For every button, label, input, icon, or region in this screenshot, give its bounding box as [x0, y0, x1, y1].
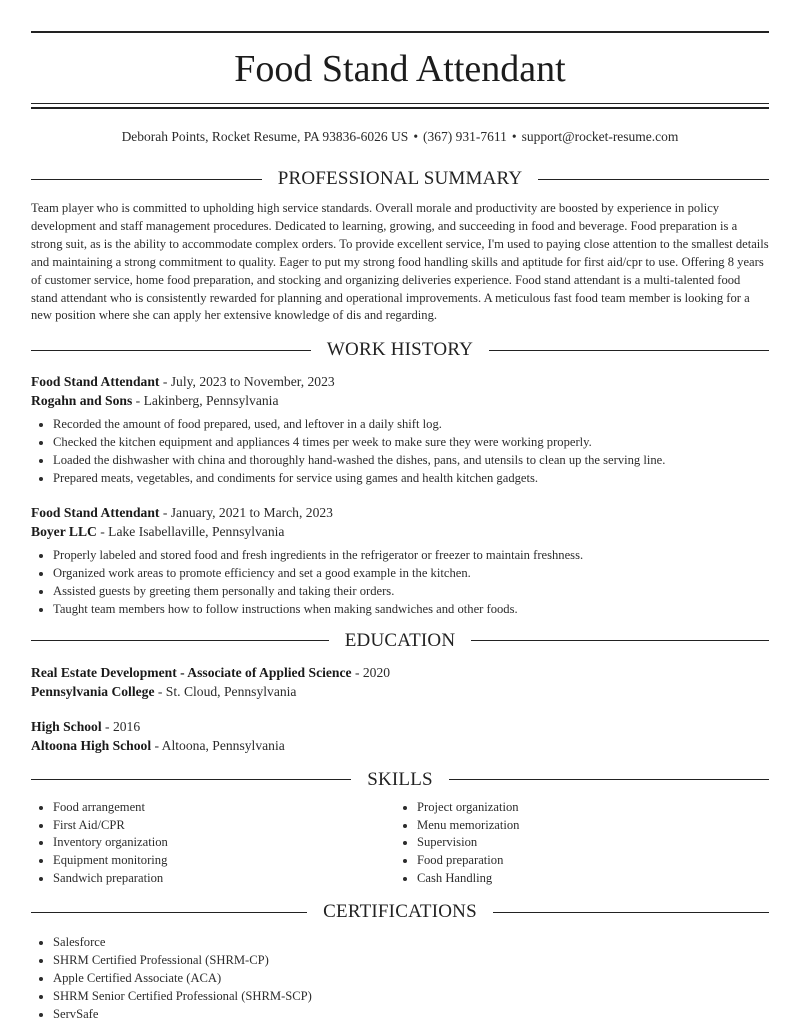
degree: High School [31, 718, 102, 734]
job-location: - Lakinberg, Pennsylvania [132, 393, 279, 409]
heading-rule [31, 640, 329, 641]
job-title-line [31, 372, 769, 391]
top-rule [31, 31, 769, 33]
section-heading-summary [31, 166, 769, 192]
resume-title: Food Stand Attendant [234, 48, 566, 90]
education-entry [31, 717, 769, 755]
job-title: Food Stand Attendant [31, 374, 160, 390]
job-company-line [31, 522, 769, 541]
contact-phone: (367) 931-7611 [423, 129, 507, 144]
contact-line [31, 128, 769, 146]
certification-item: • Salesforce [53, 934, 769, 952]
skills-list [31, 799, 395, 889]
heading-rule [489, 350, 769, 351]
section-heading-work-history [31, 337, 769, 363]
job-dates: - July, 2023 to November, 2023 [159, 374, 335, 390]
resume-page [31, 0, 769, 1024]
skill-item: • First Aid/CPR [53, 817, 395, 835]
skill-item: • Supervision [417, 834, 759, 852]
heading-rule [31, 350, 311, 351]
job-company: Rogahn and Sons [31, 393, 133, 409]
heading-rule [31, 179, 262, 180]
section-title: WORK HISTORY [326, 339, 474, 361]
skill-item: • Cash Handling [417, 870, 759, 888]
skill-item: • Project organization [417, 799, 759, 817]
job-bullet: • Prepared meats, vegetables, and condiments for service using games and health kitchen gadgets. [53, 470, 769, 488]
job-bullets [31, 547, 769, 619]
job-entry [31, 503, 769, 619]
degree: Real Estate Development - Associate of Applied Science [31, 664, 352, 680]
certification-item: • Apple Certified Associate (ACA) [53, 970, 769, 988]
skills-column-right [395, 799, 759, 889]
certification-item: • SHRM Senior Certified Professional (SHRM-SCP) [53, 988, 769, 1006]
job-title: Food Stand Attendant [31, 504, 160, 520]
section-title: CERTIFICATIONS [323, 901, 477, 923]
job-company-line [31, 391, 769, 410]
contact-separator: • [413, 129, 419, 144]
school-location: - St. Cloud, Pennsylvania [154, 683, 297, 699]
school: Pennsylvania College [31, 683, 155, 699]
heading-rule [493, 912, 769, 913]
heading-rule [538, 179, 769, 180]
heading-rule [471, 640, 769, 641]
education-entry [31, 663, 769, 701]
heading-rule [31, 779, 351, 780]
double-rule [31, 103, 769, 109]
job-bullet: • Checked the kitchen equipment and appliances 4 times per week to make sure they were working properly. [53, 434, 769, 452]
job-bullet: • Recorded the amount of food prepared, used, and leftover in a daily shift log. [53, 416, 769, 434]
heading-rule [31, 912, 307, 913]
job-location: - Lake Isabellaville, Pennsylvania [96, 523, 285, 539]
contact-email: support@rocket-resume.com [521, 129, 679, 144]
job-bullet: • Taught team members how to follow instructions when making sandwiches and other foods. [53, 601, 769, 619]
skill-item: • Food arrangement [53, 799, 395, 817]
contact-address: Deborah Points, Rocket Resume, PA 93836-6026 US [121, 129, 409, 144]
section-title: SKILLS [367, 768, 433, 790]
degree-line [31, 717, 769, 736]
section-title: EDUCATION [344, 629, 456, 651]
skill-item: • Inventory organization [53, 834, 395, 852]
job-bullets [31, 416, 769, 488]
section-heading-skills [31, 767, 769, 793]
skills-list [395, 799, 759, 889]
skill-item: • Equipment monitoring [53, 852, 395, 870]
section-heading-education [31, 628, 769, 654]
contact-separator: • [511, 129, 517, 144]
degree-year: - 2020 [351, 664, 391, 680]
job-dates: - January, 2021 to March, 2023 [159, 504, 333, 520]
skills-grid [31, 799, 769, 889]
school-line [31, 682, 769, 701]
school-line [31, 736, 769, 755]
job-title-line [31, 503, 769, 522]
certification-item: • ServSafe [53, 1006, 769, 1024]
degree-line [31, 663, 769, 682]
job-bullet: • Assisted guests by greeting them personally and taking their orders. [53, 583, 769, 601]
job-company: Boyer LLC [31, 523, 97, 539]
skill-item: • Sandwich preparation [53, 870, 395, 888]
job-bullet: • Organized work areas to promote efficiency and set a good example in the kitchen. [53, 565, 769, 583]
heading-rule [449, 779, 769, 780]
skill-item: • Menu memorization [417, 817, 759, 835]
section-heading-certifications [31, 899, 769, 925]
certification-item: • SHRM Certified Professional (SHRM-CP) [53, 952, 769, 970]
summary-text: Team player who is committed to upholding high service standards. Overall morale and productivity are boosted by experience in policy development and staff management procedures. Dedicated to learning, growing, and succeeding in food and beverage. Food preparation is a strong suit, as is the ability to accommodate complex orders. To provide excellent service, I'm used to paying close attention to the smallest details and maintaining a strong commitment to quality. Eager to put my strong food handling skills and aptitude for first aid/cpr to use. Offering 8 years of customer service, home food preparation, and stocking and organizing deliveries experience. Food stand attendant is a multi-talented food stand attendant who is consistently rewarded for planning and operational improvements. A meticulous fast food team member is looking for a new position where she can apply her extensive knowledge of dis and regarding. [31, 201, 769, 323]
section-title: PROFESSIONAL SUMMARY [277, 168, 523, 189]
job-bullet: • Loaded the dishwasher with china and thoroughly hand-washed the dishes, pans, and utensils to clean up the serving line. [53, 452, 769, 470]
school-location: - Altoona, Pennsylvania [151, 737, 285, 753]
skills-column-left [31, 799, 395, 889]
school: Altoona High School [31, 737, 152, 753]
degree-year: - 2016 [101, 718, 141, 734]
certifications-list [31, 934, 769, 1024]
skill-item: • Food preparation [417, 852, 759, 870]
job-entry [31, 372, 769, 488]
job-bullet: • Properly labeled and stored food and fresh ingredients in the refrigerator or freezer to maintain freshness. [53, 547, 769, 565]
